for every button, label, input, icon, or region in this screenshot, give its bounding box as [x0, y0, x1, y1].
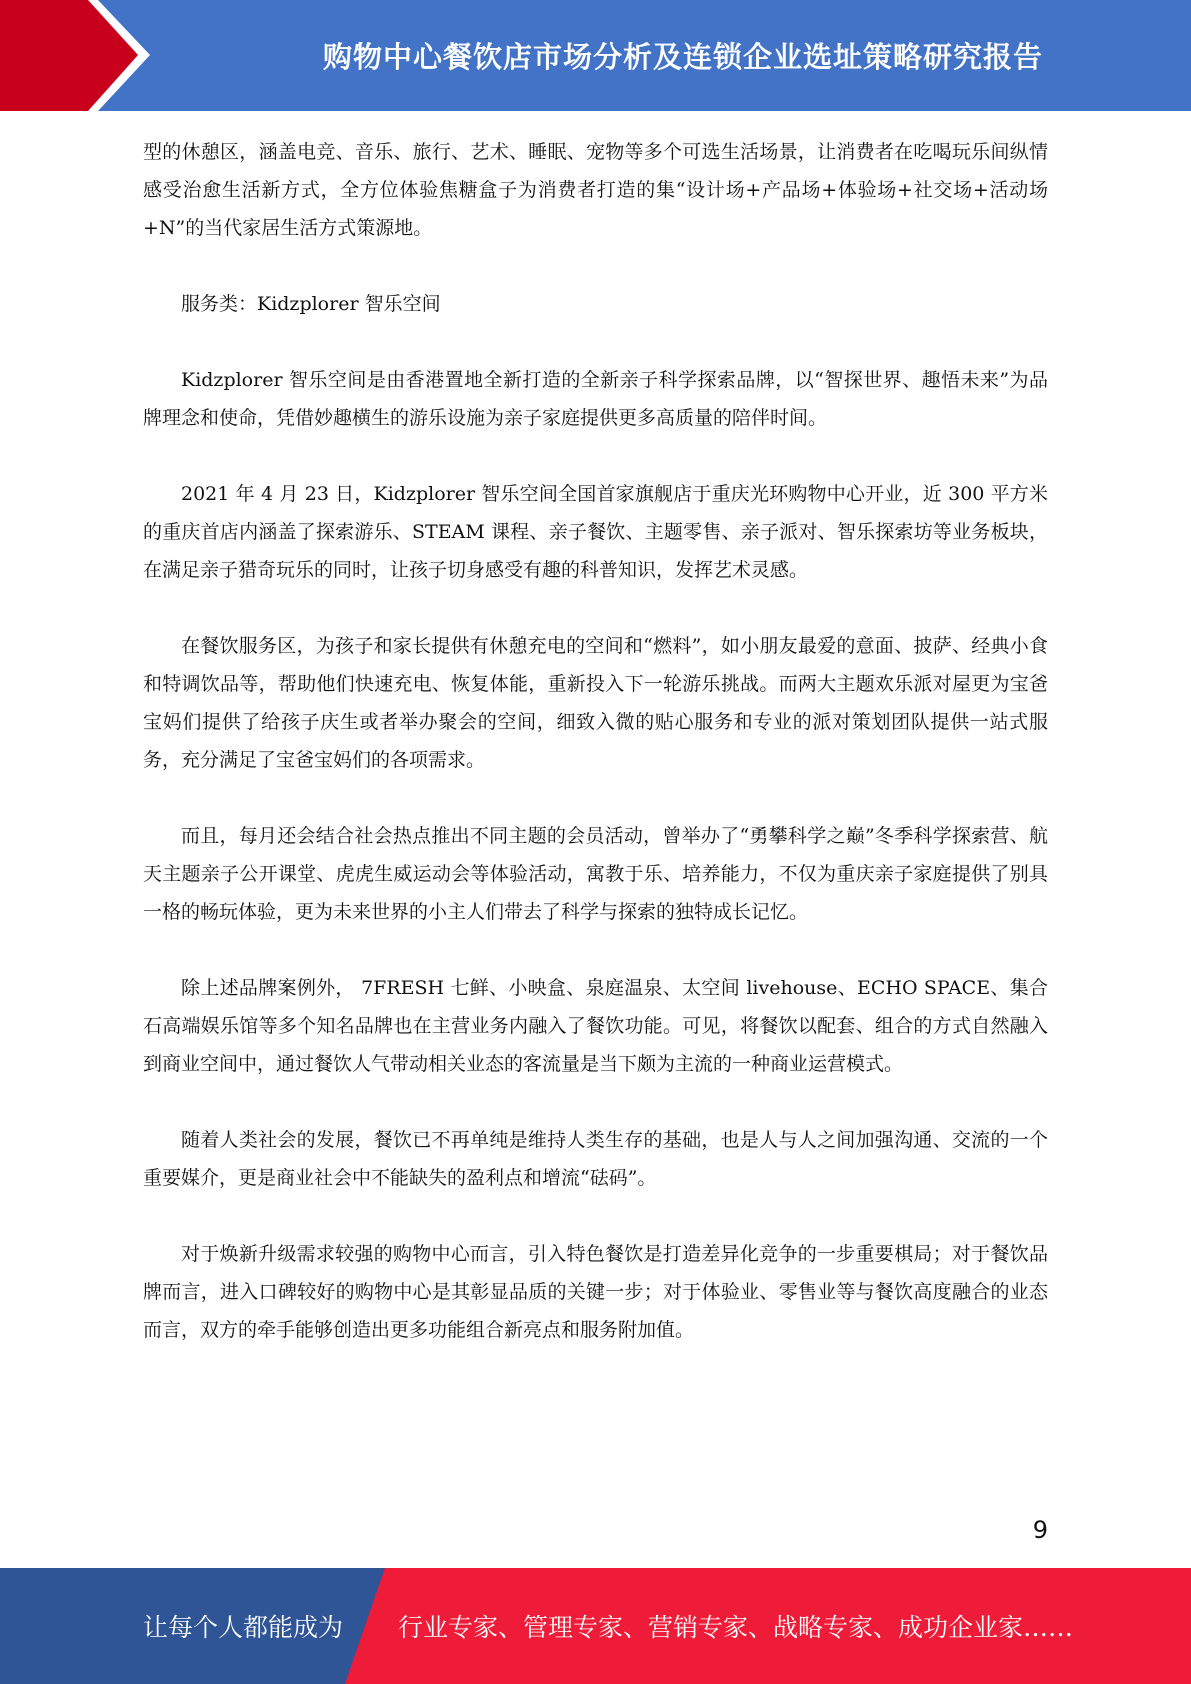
paragraph: 除上述品牌案例外， 7FRESH 七鲜、小映盒、泉庭温泉、太空间 livehouse、ECHO SPACE、集合石高端娱乐馆等多个知名品牌也在主营业务内融入了餐饮功能。可见，将餐饮以配套、组合的方式自然融入到商业空间中，通过餐饮人气带动相关业态的客流量是当下颇为主流的一种商业运营模式。	[143, 977, 1048, 1075]
paragraph: 随着人类社会的发展，餐饮已不再单纯是维持人类生存的基础，也是人与人之间加强沟通、交流的一个重要媒介，更是商业社会中不能缺失的盈利点和增流“砝码”。	[143, 1129, 1048, 1189]
page-footer	[0, 1568, 1191, 1684]
paragraph: 而且，每月还会结合社会热点推出不同主题的会员活动，曾举办了“勇攀科学之巅”冬季科学探索营、航天主题亲子公开课堂、虎虎生威运动会等体验活动，寓教于乐、培养能力，不仅为重庆亲子家庭提供了别具一格的畅玩体验，更为未来世界的小主人们带去了科学与探索的独特成长记忆。	[143, 825, 1048, 923]
document-body	[143, 133, 1048, 1387]
footer-slogan-right: 行业专家、管理专家、营销专家、战略专家、成功企业家……	[398, 1613, 1074, 1642]
paragraph: Kidzplorer 智乐空间是由香港置地全新打造的全新亲子科学探索品牌，以“智探世界、趣悟未来”为品牌理念和使命，凭借妙趣横生的游乐设施为亲子家庭提供更多高质量的陪伴时间。	[143, 369, 1048, 429]
footer-slogan-left: 让每个人都能成为	[143, 1613, 344, 1642]
paragraph: 型的休憩区，涵盖电竞、音乐、旅行、艺术、睡眠、宠物等多个可选生活场景，让消费者在吃喝玩乐间纵情感受治愈生活新方式，全方位体验焦糖盒子为消费者打造的集“设计场+产品场+体验场+社交场+活动场+N”的当代家居生活方式策源地。	[143, 141, 1048, 239]
paragraph: 在餐饮服务区，为孩子和家长提供有休憩充电的空间和“燃料”，如小朋友最爱的意面、披萨、经典小食和特调饮品等，帮助他们快速充电、恢复体能，重新投入下一轮游乐挑战。而两大主题欢乐派对屋更为宝爸宝妈们提供了给孩子庆生或者举办聚会的空间，细致入微的贴心服务和专业的派对策划团队提供一站式服务，充分满足了宝爸宝妈们的各项需求。	[143, 635, 1048, 771]
paragraph: 2021 年 4 月 23 日，Kidzplorer 智乐空间全国首家旗舰店于重庆光环购物中心开业，近 300 平方米的重庆首店内涵盖了探索游乐、STEAM 课程、亲子餐饮、主题零售、亲子派对、智乐探索坊等业务板块，在满足亲子猎奇玩乐的同时，让孩子切身感受有趣的科普知识，发挥艺术灵感。	[143, 483, 1048, 581]
section-subheading: 服务类：Kidzplorer 智乐空间	[181, 293, 441, 315]
report-title: 购物中心餐饮店市场分析及连锁企业选址策略研究报告	[322, 40, 1043, 74]
page-number: 9	[1032, 1516, 1048, 1544]
header-red-arrow-decoration	[0, 0, 160, 111]
paragraph: 对于焕新升级需求较强的购物中心而言，引入特色餐饮是打造差异化竞争的一步重要棋局；对于餐饮品牌而言，进入口碑较好的购物中心是其彰显品质的关键一步；对于体验业、零售业等与餐饮高度融合的业态而言，双方的牵手能够创造出更多功能组合新亮点和服务附加值。	[143, 1243, 1048, 1341]
page-header	[0, 0, 1191, 111]
